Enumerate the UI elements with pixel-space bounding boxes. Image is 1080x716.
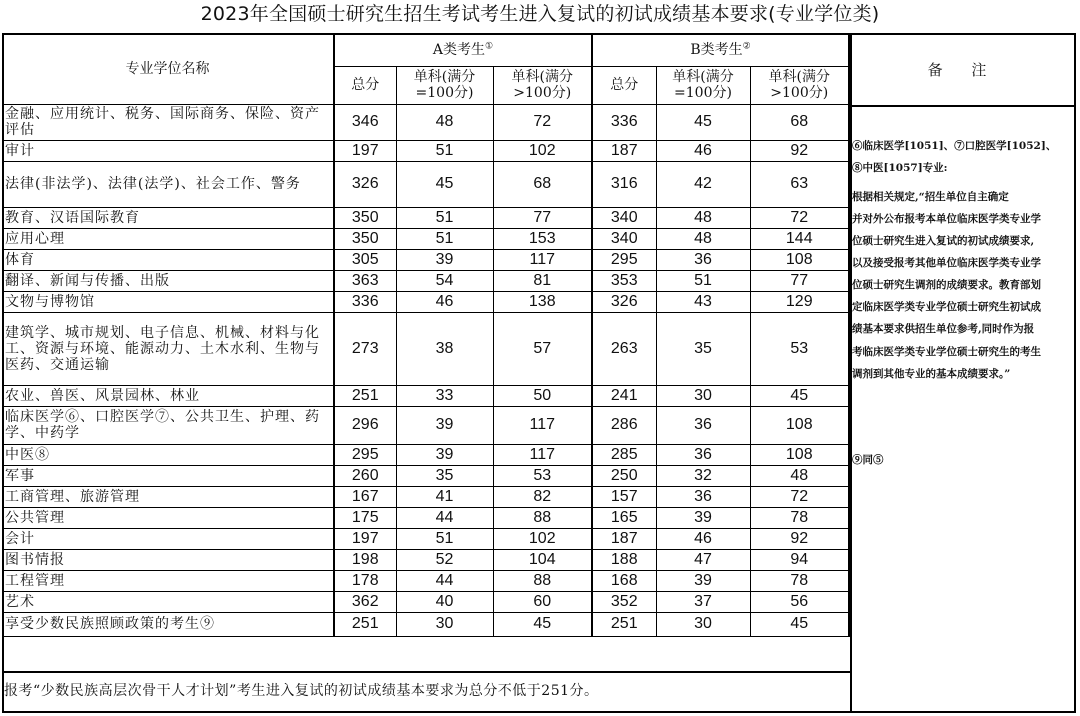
b-single-100-cell: 36 (656, 486, 750, 507)
a-single-100-cell: 51 (396, 228, 493, 249)
table-row (2, 549, 849, 570)
b-single-gt100-cell: 94 (750, 549, 849, 570)
a-single-gt100-cell: 117 (493, 406, 592, 444)
a-single-100-cell: 52 (396, 549, 493, 570)
a-single-gt100-cell: 153 (493, 228, 592, 249)
b-single-100-cell: 36 (656, 249, 750, 270)
a-single-gt100-cell: 72 (493, 104, 592, 140)
header-a-single-gt100 (493, 66, 592, 104)
a-total-cell: 251 (334, 612, 396, 636)
a-total-cell: 167 (334, 486, 396, 507)
header-a-total: 总分 (334, 66, 396, 104)
a-single-gt100-cell: 102 (493, 528, 592, 549)
b-total-cell: 316 (592, 161, 656, 207)
b-single-100-cell: 51 (656, 270, 750, 291)
table-row (2, 249, 849, 270)
a-single-gt100-cell: 81 (493, 270, 592, 291)
a-single-gt100-cell: 50 (493, 385, 592, 406)
b-single-gt100-cell: 48 (750, 465, 849, 486)
b-single-gt100-cell: 144 (750, 228, 849, 249)
table-row (2, 406, 849, 444)
b-total-cell: 250 (592, 465, 656, 486)
major-name-cell: 教育、汉语国际教育 (2, 207, 334, 228)
remarks-body (852, 107, 1074, 711)
b-single-100-cell: 32 (656, 465, 750, 486)
b-single-100-cell: 30 (656, 612, 750, 636)
group-b-label: B类考生 (690, 42, 743, 59)
b-single-100-cell: 37 (656, 591, 750, 612)
b-total-cell: 286 (592, 406, 656, 444)
a-total-cell: 197 (334, 140, 396, 161)
major-name-cell: 临床医学⑥、口腔医学⑦、公共卫生、护理、药学、中药学 (2, 406, 334, 444)
b-single-100-cell: 36 (656, 444, 750, 465)
group-a-sup: ① (485, 41, 494, 52)
major-name-cell: 艺术 (2, 591, 334, 612)
a-single-100-cell: 54 (396, 270, 493, 291)
major-name-cell: 应用心理 (2, 228, 334, 249)
a-single-100-cell: 45 (396, 161, 493, 207)
b-total-cell: 188 (592, 549, 656, 570)
major-name-cell: 文物与博物馆 (2, 291, 334, 312)
b-total-cell: 336 (592, 104, 656, 140)
a-total-cell: 350 (334, 228, 396, 249)
a-single-gt100-cell: 82 (493, 486, 592, 507)
major-name-cell: 法律(非法学)、法律(法学)、社会工作、警务 (2, 161, 334, 207)
a-total-cell: 295 (334, 444, 396, 465)
table-row (2, 270, 849, 291)
header-b-single-100-line2: =100分) (674, 85, 732, 101)
footnote-divider (2, 671, 850, 673)
b-single-gt100-cell: 45 (750, 385, 849, 406)
b-single-100-cell: 47 (656, 549, 750, 570)
a-single-100-cell: 51 (396, 528, 493, 549)
a-single-100-cell: 44 (396, 507, 493, 528)
header-b-single-gt100-line1: 单科(满分 (768, 69, 830, 85)
a-single-100-cell: 39 (396, 249, 493, 270)
a-total-cell: 336 (334, 291, 396, 312)
a-total-cell: 326 (334, 161, 396, 207)
major-name-cell: 公共管理 (2, 507, 334, 528)
b-total-cell: 168 (592, 570, 656, 591)
table-row (2, 570, 849, 591)
table-row (2, 291, 849, 312)
b-single-100-cell: 48 (656, 207, 750, 228)
b-single-100-cell: 46 (656, 528, 750, 549)
table-row (2, 104, 849, 140)
major-name-cell: 工商管理、旅游管理 (2, 486, 334, 507)
major-name-cell: 图书情报 (2, 549, 334, 570)
a-total-cell: 260 (334, 465, 396, 486)
table-row (2, 207, 849, 228)
a-single-gt100-cell: 88 (493, 507, 592, 528)
b-single-100-cell: 45 (656, 104, 750, 140)
a-total-cell: 346 (334, 104, 396, 140)
major-name-cell: 建筑学、城市规划、电子信息、机械、材料与化工、资源与环境、能源动力、土木水利、生物与医药、交通运输 (2, 312, 334, 385)
header-b-single-gt100-line2: >100分) (770, 85, 829, 101)
remark-line: 根据相关规定,“招生单位自主确定 (852, 191, 1009, 203)
a-single-100-cell: 35 (396, 465, 493, 486)
table-row (2, 444, 849, 465)
b-single-gt100-cell: 92 (750, 528, 849, 549)
remarks-header: 备 注 (852, 35, 1074, 107)
remark-note-9: ⑨同⑤ (852, 454, 884, 466)
remark-line: 以及接受报考其他单位临床医学类专业学 (852, 257, 1041, 269)
a-single-100-cell: 51 (396, 207, 493, 228)
header-a-single-gt100-line1: 单科(满分 (511, 69, 573, 85)
major-name-cell: 工程管理 (2, 570, 334, 591)
b-single-gt100-cell: 63 (750, 161, 849, 207)
b-total-cell: 263 (592, 312, 656, 385)
header-group-a (334, 34, 592, 66)
header-a-single-100-line1: 单科(满分 (413, 69, 476, 85)
a-single-gt100-cell: 88 (493, 570, 592, 591)
b-single-gt100-cell: 78 (750, 570, 849, 591)
b-total-cell: 340 (592, 207, 656, 228)
a-single-100-cell: 40 (396, 591, 493, 612)
b-total-cell: 295 (592, 249, 656, 270)
b-total-cell: 165 (592, 507, 656, 528)
a-single-gt100-cell: 45 (493, 612, 592, 636)
header-group-b (592, 34, 849, 66)
a-total-cell: 363 (334, 270, 396, 291)
a-total-cell: 305 (334, 249, 396, 270)
a-single-gt100-cell: 102 (493, 140, 592, 161)
b-total-cell: 353 (592, 270, 656, 291)
b-total-cell: 340 (592, 228, 656, 249)
header-a-single-gt100-line2: >100分) (513, 85, 572, 101)
b-total-cell: 251 (592, 612, 656, 636)
remark-line: ⑥临床医学[1051]、⑦口腔医学[1052]、 (852, 140, 1057, 152)
b-single-gt100-cell: 108 (750, 406, 849, 444)
major-name-cell: 翻译、新闻与传播、出版 (2, 270, 334, 291)
remark-line: 考临床医学类专业学位硕士研究生的考生 (852, 346, 1041, 358)
table-row (2, 528, 849, 549)
a-single-100-cell: 51 (396, 140, 493, 161)
b-single-100-cell: 43 (656, 291, 750, 312)
b-single-gt100-cell: 56 (750, 591, 849, 612)
major-name-cell: 军事 (2, 465, 334, 486)
major-name-cell: 农业、兽医、风景园林、林业 (2, 385, 334, 406)
major-name-cell: 中医⑧ (2, 444, 334, 465)
a-total-cell: 350 (334, 207, 396, 228)
a-total-cell: 197 (334, 528, 396, 549)
major-name-cell: 金融、应用统计、税务、国际商务、保险、资产评估 (2, 104, 334, 140)
b-single-gt100-cell: 72 (750, 486, 849, 507)
table-row (2, 385, 849, 406)
table-row (2, 612, 849, 636)
b-single-100-cell: 39 (656, 507, 750, 528)
a-single-100-cell: 30 (396, 612, 493, 636)
a-single-100-cell: 38 (396, 312, 493, 385)
major-name-cell: 会计 (2, 528, 334, 549)
footnote: 报考“少数民族高层次骨干人才计划”考生进入复试的初试成绩基本要求为总分不低于251分。 (4, 683, 599, 699)
b-single-100-cell: 36 (656, 406, 750, 444)
b-single-100-cell: 46 (656, 140, 750, 161)
a-single-100-cell: 39 (396, 406, 493, 444)
table-row (2, 228, 849, 249)
remark-line: 并对外公布报考本单位临床医学类专业学 (852, 213, 1041, 225)
a-single-gt100-cell: 53 (493, 465, 592, 486)
b-single-gt100-cell: 129 (750, 291, 849, 312)
a-single-gt100-cell: 77 (493, 207, 592, 228)
remark-line: 定临床医学类专业学位硕士研究生初试成 (852, 301, 1041, 313)
table-row (2, 140, 849, 161)
b-total-cell: 326 (592, 291, 656, 312)
a-single-gt100-cell: 138 (493, 291, 592, 312)
a-total-cell: 175 (334, 507, 396, 528)
b-single-gt100-cell: 45 (750, 612, 849, 636)
b-single-gt100-cell: 108 (750, 444, 849, 465)
remark-line: 位硕士研究生调剂的成绩要求。教育部划 (852, 279, 1041, 291)
a-total-cell: 178 (334, 570, 396, 591)
major-name-cell: 享受少数民族照顾政策的考生⑨ (2, 612, 334, 636)
a-single-gt100-cell: 104 (493, 549, 592, 570)
a-single-100-cell: 46 (396, 291, 493, 312)
a-total-cell: 198 (334, 549, 396, 570)
table-row (2, 591, 849, 612)
a-total-cell: 273 (334, 312, 396, 385)
table-row (2, 465, 849, 486)
table-row (2, 507, 849, 528)
header-b-single-100 (656, 66, 750, 104)
b-single-gt100-cell: 92 (750, 140, 849, 161)
b-total-cell: 241 (592, 385, 656, 406)
b-total-cell: 187 (592, 140, 656, 161)
table-row (2, 161, 849, 207)
header-a-single-100 (396, 66, 493, 104)
a-single-gt100-cell: 60 (493, 591, 592, 612)
b-single-gt100-cell: 53 (750, 312, 849, 385)
a-single-gt100-cell: 117 (493, 444, 592, 465)
b-single-100-cell: 42 (656, 161, 750, 207)
a-single-100-cell: 33 (396, 385, 493, 406)
b-total-cell: 187 (592, 528, 656, 549)
remarks-column (850, 35, 1074, 711)
b-single-gt100-cell: 77 (750, 270, 849, 291)
group-b-sup: ② (742, 41, 751, 52)
b-single-gt100-cell: 72 (750, 207, 849, 228)
score-table (2, 33, 850, 637)
a-total-cell: 296 (334, 406, 396, 444)
table-row (2, 486, 849, 507)
b-single-100-cell: 48 (656, 228, 750, 249)
b-single-gt100-cell: 108 (750, 249, 849, 270)
table-row (2, 312, 849, 385)
header-b-single-gt100 (750, 66, 849, 104)
a-total-cell: 251 (334, 385, 396, 406)
a-single-100-cell: 39 (396, 444, 493, 465)
remark-line: 绩基本要求供招生单位参考,同时作为报 (852, 323, 1035, 335)
b-single-100-cell: 39 (656, 570, 750, 591)
a-total-cell: 362 (334, 591, 396, 612)
header-b-single-100-line1: 单科(满分 (672, 69, 734, 85)
b-total-cell: 352 (592, 591, 656, 612)
remark-line: 调剂到其他专业的基本成绩要求。” (852, 368, 1011, 380)
remark-line: 位硕士研究生进入复试的初试成绩要求, (852, 235, 1035, 247)
header-b-total: 总分 (592, 66, 656, 104)
a-single-100-cell: 41 (396, 486, 493, 507)
major-name-cell: 体育 (2, 249, 334, 270)
a-single-100-cell: 48 (396, 104, 493, 140)
b-single-gt100-cell: 68 (750, 104, 849, 140)
a-single-gt100-cell: 68 (493, 161, 592, 207)
b-single-100-cell: 35 (656, 312, 750, 385)
a-single-gt100-cell: 117 (493, 249, 592, 270)
major-name-cell: 审计 (2, 140, 334, 161)
a-single-gt100-cell: 57 (493, 312, 592, 385)
remark-line: ⑧中医[1057]专业: (852, 162, 948, 174)
header-a-single-100-line2: =100分) (415, 85, 474, 101)
b-total-cell: 157 (592, 486, 656, 507)
b-single-100-cell: 30 (656, 385, 750, 406)
b-total-cell: 285 (592, 444, 656, 465)
header-major-name: 专业学位名称 (2, 34, 334, 104)
group-a-label: A类考生 (432, 42, 486, 59)
a-single-100-cell: 44 (396, 570, 493, 591)
page-title: 2023年全国硕士研究生招生考试考生进入复试的初试成绩基本要求(专业学位类) (200, 3, 880, 25)
b-single-gt100-cell: 78 (750, 507, 849, 528)
